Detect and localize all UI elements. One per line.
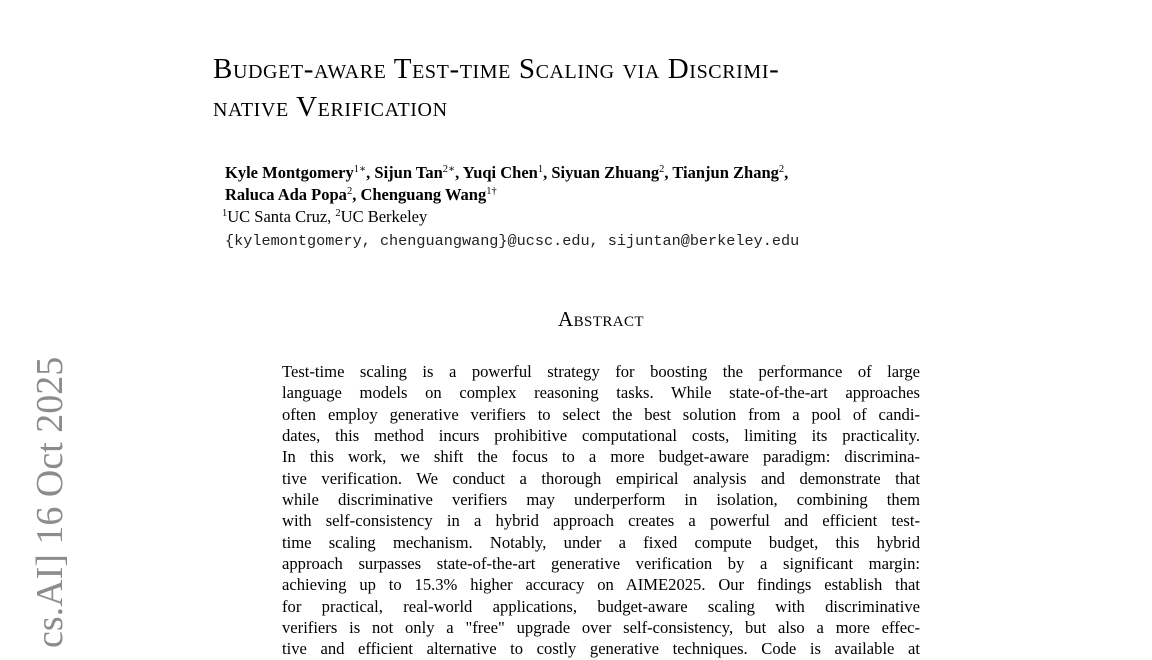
- abstract-line: language models on complex reasoning tasks. While state-of-the-art approaches: [282, 383, 920, 403]
- abstract-heading: Abstract: [558, 307, 644, 331]
- abstract-line: with self-consistency in a hybrid approach creates a powerful and efficient test-: [282, 511, 920, 531]
- author-emails[interactable]: {kylemontgomery, chenguangwang}@ucsc.edu, sijuntan@berkeley.edu: [225, 232, 800, 250]
- author-list: [225, 162, 945, 206]
- abstract-line: often employ generative verifiers to select the best solution from a pool of candi-: [282, 404, 920, 424]
- abstract-line: for practical, real-world applications, budget-aware scaling with discriminative: [282, 596, 920, 616]
- abstract-line: tive verification. We conduct a thorough empirical analysis and demonstrate that: [282, 468, 920, 488]
- author: Tianjun Zhang$^2$,: [672, 163, 789, 182]
- paper-title: [213, 50, 1013, 126]
- abstract-line: Test-time scaling is a powerful strategy for boosting the performance of large: [282, 362, 920, 381]
- author: Yuqi Chen$^1$,: [462, 163, 552, 182]
- abstract-line: dates, this method incurs prohibitive computational costs, limiting its practicality.: [282, 426, 920, 446]
- abstract-line: approach surpasses state-of-the-art generative verification by a significant margin:: [282, 554, 920, 574]
- affiliation: $^1$UC Santa Cruz,: [222, 207, 336, 226]
- author: Chenguang Wang$^{1\dagger}$: [360, 185, 497, 204]
- abstract-line: In this work, we shift the focus to a more budget-aware paradigm: discrimina-: [282, 447, 920, 467]
- author: Kyle Montgomery$^{1∗}$,: [225, 163, 375, 182]
- abstract-line: verifiers is not only a "free" upgrade over self-consistency, but also a more effec-: [282, 618, 920, 638]
- abstract-line: achieving up to 15.3% higher accuracy on AIME2025. Our findings establish that: [282, 575, 920, 595]
- author: Siyuan Zhuang$^2$,: [551, 163, 673, 182]
- arxiv-side-stamp: cs.AI] 16 Oct 2025: [29, 356, 71, 648]
- title-line-1: Budget-aware Test-time Scaling via Discrimi-: [213, 53, 780, 85]
- affiliation: $^2$UC Berkeley: [335, 207, 428, 226]
- abstract-line: while discriminative verifiers may underperform in isolation, combining them: [282, 490, 920, 510]
- author: Sijun Tan$^{2∗}$,: [374, 163, 463, 182]
- abstract-line: tive and efficient alternative to costly generative techniques. Code is available at: [282, 639, 920, 659]
- title-line-2: native Verification: [213, 91, 448, 123]
- author: Raluca Ada Popa$^2$,: [225, 185, 361, 204]
- abstract-body: [282, 361, 920, 660]
- affiliations: [222, 207, 427, 227]
- abstract-line: time scaling mechanism. Notably, under a fixed compute budget, this hybrid: [282, 532, 920, 552]
